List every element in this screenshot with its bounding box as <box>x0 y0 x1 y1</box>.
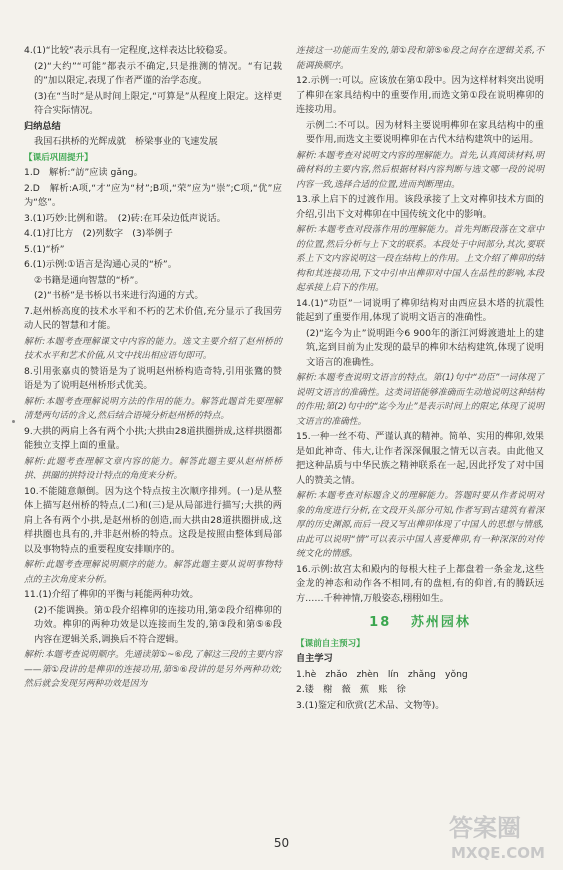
watermark-logo <box>441 808 551 864</box>
answer-line: 【课后巩固提升】 <box>24 152 93 163</box>
answer-line: 7.赵州桥高度的技术水平和不朽的艺术价值,充分显示了我国劳动人民的智慧和才能。 <box>24 305 282 331</box>
answer-line: 解析:此题考查理解说明顺序的能力。解答此题主要从说明事物特点的主次角度来分析。 <box>24 560 282 585</box>
answer-line: 归纳总结 <box>24 120 61 132</box>
answer-line: 1.D 解析:“訪”应读 gǎng。 <box>24 167 143 178</box>
lesson-items <box>296 637 544 714</box>
answer-line: 我国石拱桥的光辉成就 桥梁事业的飞速发展 <box>34 136 218 147</box>
answer-line: (2)“大约”“可能”都表示不确定,只是推测的情况。“有记载的”加以限定,表现了作者严谨的治学态度。 <box>34 60 282 86</box>
answer-line: 10.不能随意颠倒。因为这个特点按主次顺序排列。(一)是从整体上描写赵州桥的特点,(二)和(三)是从局部进行描写;大拱的两肩上各有两个小拱,是赵州桥的创造,而大拱由28道拱圈拼成,这样拱圈也具有的,并非赵州桥的特点。这段是按照由整体到局部以及事物特点的重要程度安排顺序的。 <box>24 485 282 555</box>
answer-line: (2)不能调换。第①段介绍榫卯的连接功用,第②段介绍榫卯的功效。榫卯的两种功效是以连接而生发的,第③段和第⑤⑥段内容在逻辑关系,调换后不符合逻辑。 <box>34 604 282 645</box>
right-column <box>296 44 544 714</box>
answer-line: 解析:本题考查对段落作用的理解能力。首先判断段落在文章中的位置,然后分析与上下文的联系。本段处于中间部分,其次,要联系上下文内容说明这一段在结构上的作用。上文介绍了榫卯的结构和其连接功用,下文中引申出榫卯对中国人在品性的影响,本段起承接上启下的作用。 <box>296 225 544 293</box>
answer-line: 解析:本题考查说明顺序。先通读第①~⑥段,了解这三段的主要内容——第①段讲的是榫卯的连接功用,第⑤⑥段讲的是另外两种功效;然后就会发现另两种功效是因为 <box>24 650 282 689</box>
watermark-line1: 答案圈 <box>449 814 521 842</box>
lesson-line: 1.hè zhǎo zhèn lín zhǎng yǒng <box>296 668 468 680</box>
answer-line: 解析:本题考查对说明文内容的理解能力。首先,认真阅读材料,明确材料的主要内容,然后根据材料内容判断与选文哪一段的说明内容一致,选择合适的位置,进而判断理由。 <box>296 150 544 190</box>
lesson-title: 苏州园林 <box>410 615 471 630</box>
lesson-line: 【课前自主预习】 <box>296 638 365 649</box>
answer-line: 13.承上启下的过渡作用。该段承接了上文对榫卯技术方面的介绍,引出下文对榫卯在中国传统文化中的影响。 <box>296 194 544 220</box>
answer-line: 解析:本题考查说明文语言的特点。第(1)句中“功臣”一词体现了说明文语言的准确性。这类词语能够准确而生动地说明这种结构的作用;第(2)句中的“迄今为止”是表示时间上的限定,体现了说明文语言的准确性。 <box>296 373 544 427</box>
answer-line: 4.(1)“比较”表示具有一定程度,这样表达比较稳妥。 <box>24 45 233 56</box>
margin-dot <box>12 420 15 423</box>
answer-line: 解析:本题考查理解说明方法的作用的能力。解答此题首先要理解清楚两句话的含义,然后结合语境分析赵州桥的特点。 <box>24 396 282 421</box>
answer-line: 16.示例:故宫太和殿内的每根大柱子上都盘着一条金龙,这些金龙的神态和动作各不相同,有的盘桓,有的仰首,有的腾跃远方……千种神情,万般姿态,栩栩如生。 <box>296 563 544 604</box>
answer-line: 11.(1)介绍了榫卯的平衡与耗能两种功效。 <box>24 589 199 600</box>
answer-line: 12.示例一:可以。应该放在第①段中。因为这样材料突出说明了榫卯在家具结构中的重要作用,而选文第①段在说明榫卯的连接功用。 <box>296 75 544 115</box>
answer-line: (2)“书桥”是书桥以书来进行沟通的方式。 <box>34 290 204 301</box>
answer-line: 解析:本题考查对标题含义的理解能力。答题时要从作者说明对象的角度进行分析,在文段开头部分可知,作者写到古建筑有着深厚的历史渊源,而后一段又写出榫卯体现了中国人的思想与情感,由此可以说明“情”可以表示中国人喜爱榫卯,有一种深深的对传统文化的情感。 <box>296 491 544 559</box>
watermark-line2: MXQE.COM <box>451 844 545 862</box>
answer-line: 4.(1)打比方 (2)列数字 (3)举例子 <box>24 228 173 239</box>
lesson-line: 2.镂 榭 薇 蕉 账 徐 <box>296 684 406 695</box>
answer-line: 解析:本题考查理解课文中内容的能力。选文主要介绍了赵州桥的技术水平和艺术价值,从文中找出相应语句即可。 <box>24 336 282 361</box>
answer-line: 14.(1)“功臣”一词说明了榫卯结构对由西应县木塔的抗震性能起到了重要作用,体现了说明文语言的准确性。 <box>296 297 544 323</box>
answer-line: 连接这一功能而生发的,第①段和第⑤⑥段之间存在逻辑关系,不能调换顺序。 <box>296 46 544 71</box>
answer-line: 6.(1)示例:①语言是沟通心灵的“桥”。 <box>24 259 177 270</box>
page-number: 50 <box>273 836 290 850</box>
answer-line: ②书籍是通向智慧的“桥”。 <box>34 274 144 286</box>
answer-line: 解析:此题考查理解文章内容的能力。解答此题主要从赵州桥桥拱、拱圈的拱特设计特点的角度来分析。 <box>24 456 282 481</box>
left-column <box>24 44 282 693</box>
answer-line: 2.D 解析:A项,“才”应为“材”;B项,“荣”应为“崇”;C项,“优”应为“悠”。 <box>24 182 282 208</box>
answer-line: 3.(1)巧妙:比例和谐。 (2)砖:在耳朵边低声说话。 <box>24 212 226 224</box>
answer-line: 5.(1)“桥” <box>24 243 65 255</box>
answer-line: 8.引用张嘉贞的赞语是为了说明赵州桥构造奇特,引用张鷟的赞语是为了说明赵州桥形式优美。 <box>24 365 282 391</box>
answer-line: (3)在“当时”是从时间上限定,“可算是”从程度上限定。这样更符合实际情况。 <box>34 90 282 116</box>
lesson-line: 3.(1)鉴定和欣赏(艺术品、文物等)。 <box>296 699 445 711</box>
answer-line: 15.一种一丝不苟、严谨认真的精神。简单、实用的榫卯,效果是如此神奇、伟大,让作者深深佩服之情无以言表。由此他又把这种品质与中华民族之精神联系在一起,因此抒发了对中国人的赞美之情。 <box>296 431 544 486</box>
answer-line: (2)“迄今为止”说明距今6 900年的浙江河姆渡遗址上的建筑,迄到目前为止发现的最早的榫卯木结构建筑,体现了说明文语言的准确性。 <box>306 327 544 368</box>
answer-line: 9.大拱的两肩上各有两个小拱;大拱由28道拱圈拼成,这样拱圈都能独立支撑上面的重量。 <box>24 425 282 451</box>
lesson-line: 自主学习 <box>296 653 333 664</box>
lesson-heading <box>296 616 544 631</box>
answer-line: 示例二:不可以。因为材料主要说明榫卯在家具结构中的重要作用,而选文主要说明榫卯在古代木结构建筑中的运用。 <box>306 119 544 145</box>
lesson-number: 18 <box>369 615 392 630</box>
right-answers <box>296 44 544 606</box>
